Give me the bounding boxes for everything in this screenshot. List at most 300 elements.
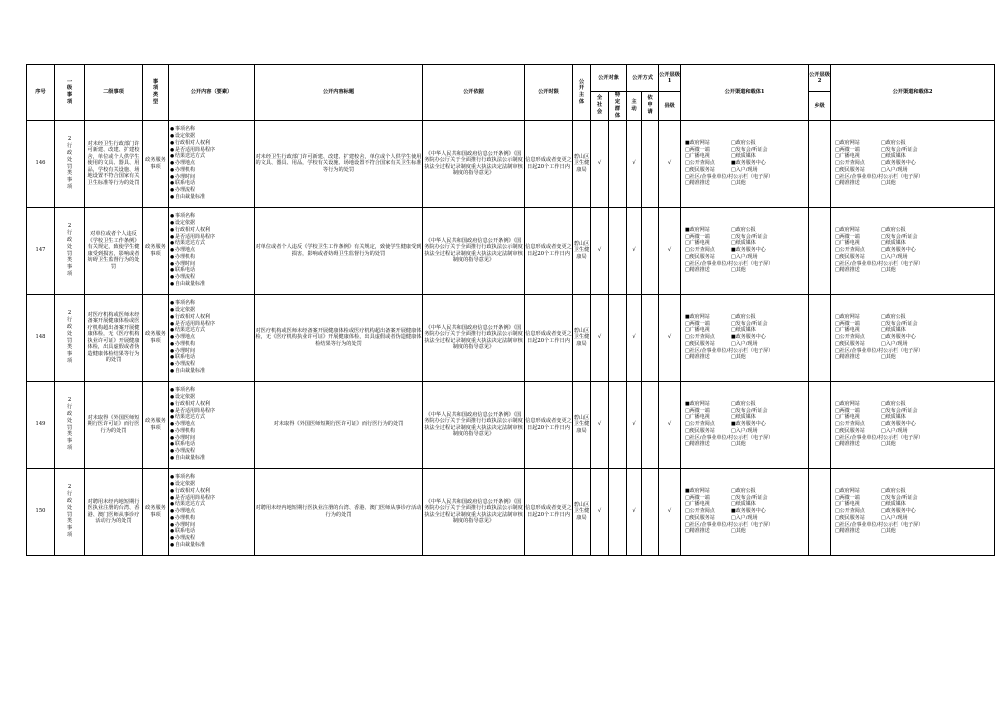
row-period-text: 信息形成或者变更之日起20个工作日内 [525,505,572,518]
channel-option: □纸质媒体 [881,501,906,508]
channel-option: □入户/现场 [881,340,908,347]
channel-option: □纸质媒体 [731,240,756,247]
channel-option: □入户/现场 [881,427,908,434]
element-item: ● 行政相对人权利 [170,140,254,147]
element-item: ● 结果送达方式 [170,327,254,334]
row-level2-text: 对未经卫生行政部门许可新建、改建、扩建校舍，单位或个人供学生使用的文具、器具、用品，学校有关设施、场地设置不符合国家有关卫生标准等行为的处罚 [87,140,140,186]
channel-option: □其他 [881,528,896,535]
row-level2-text: 对单位或者个人违反《学校卫生工作条例》有关规定，致使学生健康受到损害，影响或者妨碍卫生监督行为的处罚 [87,231,140,270]
row-basis-text: 《中华人民共和国政府信息公开条例》《国务院办公厅关于全面推行行政执法公示制度执法全过程记录制度重大执法决定法制审核制度的指导意见》 [424,324,523,350]
channel-option: □其他 [731,528,746,535]
channel-option: □公开查阅点 [685,247,715,254]
channel-option: □社区/企事业单位/村公示栏（电子屏） [685,260,774,267]
channel-option: □纸质媒体 [881,153,906,160]
table-row [27,294,995,381]
row-county-text: √ [667,247,672,254]
channel-option: □政府公报 [881,226,906,233]
header-level1: 一级事项 [55,65,85,121]
channel-option: □纸质媒体 [731,501,756,508]
channel-option: □发布会/听证会 [881,233,918,240]
cell-elements [169,207,255,294]
row-seq-text: 147 [35,247,46,254]
element-item: ● 行政相对人权利 [170,488,254,495]
element-item: ● 办理时间 [170,435,254,442]
channel-option: □精准推送 [835,528,860,535]
header-object: 公开对象 [591,65,627,92]
row-basis-text: 《中华人民共和国政府信息公开条例》《国务院办公厅关于全面推行行政执法公示制度执法全过程记录制度重大执法决定法制审核制度的指导意见》 [424,498,523,524]
row-level1-text: 2行政处罚类事项 [66,484,73,539]
row-seq-text: 146 [35,160,46,167]
cell-tier1-county [659,120,681,207]
header-tier2-township: 乡级 [809,92,831,121]
channel-option: □社区/企事业单位/村公示栏（电子屏） [835,260,924,267]
row-all-text: √ [597,508,602,515]
row-period-text: 信息形成或者变更之日起20个工作日内 [525,244,572,257]
elements-list [169,126,254,200]
header-title: 公开内容标题 [255,65,423,121]
cell-type [143,468,169,555]
cell-method-request [642,120,659,207]
channel-option: □公开查阅点 [835,247,865,254]
cell-level1 [55,120,85,207]
element-item: ● 联系电话 [170,354,254,361]
channel-option: □入户/现场 [731,514,758,521]
header-subject: 公开主体 [573,65,591,121]
channel-option: ■政务服务中心 [731,421,766,428]
channel-option: □政府公报 [731,226,756,233]
channel-option: □纸质媒体 [881,240,906,247]
row-active-text: √ [632,508,636,515]
table-row [27,207,995,294]
channel-option: □其他 [731,354,746,361]
row-all-text: √ [597,334,602,341]
element-item: ● 办理时间 [170,174,254,181]
element-item: ● 办理地点 [170,421,254,428]
row-basis-text: 《中华人民共和国政府信息公开条例》《国务院办公厅关于全面推行行政执法公示制度执法全过程记录制度重大执法决定法制审核制度的指导意见》 [424,150,523,176]
channel-option: □政府公报 [731,139,756,146]
channel-option: □发布会/听证会 [731,407,768,414]
channel-option: □政府网站 [835,139,860,146]
row-title-text: 对医疗机构或医师未经备案开展健康体检或医疗机构超出备案开展健康体检，无《医疗机构执业许可证》开展健康体检，出具虚假或者伪造健康体检结果等行为的处罚 [255,327,422,347]
channel-option: □精准推送 [685,354,710,361]
channel-option: □发布会/听证会 [881,407,918,414]
cell-method-active [627,120,642,207]
cell-title [255,120,423,207]
header-channel1: 公开渠道和载体1 [681,65,809,121]
channel-option: □社区/企事业单位/村公示栏（电子屏） [835,434,924,441]
channel-option: ■政府网站 [685,139,710,146]
cell-object-all [591,207,609,294]
channel-option: □社区/企事业单位/村公示栏（电子屏） [835,521,924,528]
channel-option: □其他 [731,441,746,448]
channel-option: □精准推送 [835,267,860,274]
channel-option: □精准推送 [835,441,860,448]
cell-method-active [627,381,642,468]
channel-option: □两微一端 [685,146,710,153]
cell-channel1 [681,294,809,381]
cell-level1 [55,207,85,294]
row-level1-text: 2行政处罚类事项 [66,136,73,191]
elements-list [169,213,254,287]
cell-level1 [55,294,85,381]
cell-type [143,207,169,294]
channel-option: □政府公报 [881,400,906,407]
cell-period [525,207,573,294]
cell-method-request [642,468,659,555]
table-row [27,381,995,468]
channel-option: □公开查阅点 [835,160,865,167]
channel-option: □便民服务站 [685,253,715,260]
header-basis: 公开依据 [423,65,525,121]
channel-option: □便民服务站 [835,253,865,260]
row-period-text: 信息形成或者变更之日起20个工作日内 [525,418,572,431]
channel-option: □其他 [881,267,896,274]
element-item: ● 结果送达方式 [170,414,254,421]
element-item: ● 自由裁量标准 [170,368,254,375]
element-item: ● 自由裁量标准 [170,455,254,462]
cell-channel2 [831,294,995,381]
cell-basis [423,468,525,555]
channel-option: □社区/企事业单位/村公示栏（电子屏） [685,347,774,354]
cell-subject [573,294,591,381]
cell-object-specific [609,468,627,555]
cell-title [255,294,423,381]
channel-option: □发布会/听证会 [881,320,918,327]
channel-option: □精准推送 [685,267,710,274]
cell-method-request [642,207,659,294]
channel2-list [831,314,994,361]
row-period-text: 信息形成或者变更之日起20个工作日内 [525,331,572,344]
element-item: ● 办理流程 [170,187,254,194]
channel-option: □广播电视 [835,240,860,247]
row-type-text: 政务服务事项 [145,505,166,518]
cell-level2 [85,207,143,294]
channel-option: □其他 [881,441,896,448]
table-row [27,120,995,207]
channel-option: □政府公报 [731,400,756,407]
row-all-text: √ [597,421,602,428]
channel-option: ■政府网站 [685,313,710,320]
channel1-list [681,314,808,361]
cell-period [525,468,573,555]
element-item: ● 办理时间 [170,522,254,529]
channel-option: ■政务服务中心 [731,247,766,254]
cell-channel1 [681,381,809,468]
element-item: ● 自由裁量标准 [170,194,254,201]
cell-tier1-county [659,207,681,294]
channel-option: □两微一端 [835,320,860,327]
channel-option: □广播电视 [685,153,710,160]
header-object-all: 全社会 [591,92,609,121]
cell-channel2 [831,381,995,468]
channel-option: □广播电视 [835,327,860,334]
channel-option: □入户/现场 [731,427,758,434]
row-level2-text: 对聘用未经内地短期行医执业注册的台湾、香港、澳门医师从事诊疗活动行为的处罚 [87,498,140,524]
channel-option: □两微一端 [685,494,710,501]
cell-channel2 [831,207,995,294]
element-item: ● 事项名称 [170,126,254,133]
channel-option: □政府网站 [835,313,860,320]
cell-seq [27,468,55,555]
row-type-text: 政务服务事项 [145,157,166,170]
channel-option: ■政府网站 [685,226,710,233]
cell-method-active [627,294,642,381]
row-basis-text: 《中华人民共和国政府信息公开条例》《国务院办公厅关于全面推行行政执法公示制度执法全过程记录制度重大执法决定法制审核制度的指导意见》 [424,411,523,437]
element-item: ● 自由裁量标准 [170,281,254,288]
channel-option: □政府公报 [881,313,906,320]
channel-option: □公开查阅点 [835,334,865,341]
cell-level1 [55,468,85,555]
row-level1-text: 2行政处罚类事项 [66,397,73,452]
channel-option: □入户/现场 [881,253,908,260]
channel-option: □纸质媒体 [881,414,906,421]
channel-option: □广播电视 [685,240,710,247]
element-item: ● 办理机构 [170,428,254,435]
row-active-text: √ [632,160,636,167]
element-item: ● 事项名称 [170,300,254,307]
header-channel2: 公开渠道和载体2 [831,65,995,121]
row-type-text: 政务服务事项 [145,418,166,431]
element-item: ● 设定依据 [170,220,254,227]
channel-option: □发布会/听证会 [881,146,918,153]
element-item: ● 办理流程 [170,448,254,455]
header-type: 事项类型 [143,65,169,121]
cell-channel1 [681,207,809,294]
element-item: ● 结果送达方式 [170,153,254,160]
element-item: ● 办理流程 [170,274,254,281]
header-tier2: 公开层级2 [809,65,831,92]
channel-option: □精准推送 [685,180,710,187]
row-seq-text: 150 [35,508,46,515]
cell-tier2-township [809,294,831,381]
element-item: ● 办理地点 [170,247,254,254]
channel-option: □便民服务站 [685,427,715,434]
row-level1-text: 2行政处罚类事项 [66,310,73,365]
header-level2: 二级事项 [85,65,143,121]
channel-option: □发布会/听证会 [881,494,918,501]
header-elements: 公开内容（要素） [169,65,255,121]
cell-object-specific [609,207,627,294]
channel-option: □广播电视 [685,501,710,508]
row-level1-text: 2行政处罚类事项 [66,223,73,278]
channel-option: ■政府网站 [685,487,710,494]
channel-option: □发布会/听证会 [731,320,768,327]
elements-list [169,387,254,461]
channel-option: □其他 [731,267,746,274]
cell-tier1-county [659,468,681,555]
element-item: ● 是否适用简易程序 [170,321,254,328]
cell-level2 [85,381,143,468]
cell-seq [27,120,55,207]
channel-option: □发布会/听证会 [731,146,768,153]
table-row [27,468,995,555]
cell-level1 [55,381,85,468]
channel-option: □其他 [881,180,896,187]
channel2-list [831,140,994,187]
cell-type [143,294,169,381]
cell-seq [27,207,55,294]
element-item: ● 结果送达方式 [170,501,254,508]
row-title-text: 对未经卫生行政部门许可新建、改建、扩建校舍，单位或个人供学生使用的文具、器具、用品，学校有关设施、场地设置不符合国家有关卫生标准等行为的处罚 [255,153,422,173]
cell-object-all [591,294,609,381]
channel-option: ■政务服务中心 [731,160,766,167]
channel-option: □社区/企事业单位/村公示栏（电子屏） [835,347,924,354]
channel1-list [681,488,808,535]
element-item: ● 联系电话 [170,528,254,535]
channel-option: □便民服务站 [835,340,865,347]
channel-option: □公开查阅点 [685,160,715,167]
channel-option: □入户/现场 [731,253,758,260]
cell-tier2-township [809,120,831,207]
element-item: ● 自由裁量标准 [170,542,254,549]
element-item: ● 办理机构 [170,515,254,522]
channel-option: □发布会/听证会 [731,233,768,240]
channel-option: □两微一端 [685,407,710,414]
table-body [27,120,995,555]
channel-option: □社区/企事业单位/村公示栏（电子屏） [685,434,774,441]
channel-option: □精准推送 [685,441,710,448]
channel-option: □政务服务中心 [881,508,916,515]
row-basis-text: 《中华人民共和国政府信息公开条例》《国务院办公厅关于全面推行行政执法公示制度执法全过程记录制度重大执法决定法制审核制度的指导意见》 [424,237,523,263]
channel-option: □公开查阅点 [685,334,715,341]
header-seq: 序号 [27,65,55,121]
element-item: ● 行政相对人权利 [170,227,254,234]
cell-method-active [627,468,642,555]
row-all-text: √ [597,160,602,167]
cell-subject [573,381,591,468]
cell-type [143,381,169,468]
element-item: ● 是否适用简易程序 [170,408,254,415]
channel2-list [831,401,994,448]
channel-option: □精准推送 [685,528,710,535]
channel-option: □其他 [881,354,896,361]
cell-channel1 [681,120,809,207]
channel-option: □公开查阅点 [835,421,865,428]
cell-title [255,381,423,468]
cell-object-all [591,468,609,555]
cell-seq [27,294,55,381]
row-county-text: √ [667,421,672,428]
row-type-text: 政务服务事项 [145,331,166,344]
channel-option: □两微一端 [835,494,860,501]
channel-option: □其他 [731,180,746,187]
cell-subject [573,468,591,555]
cell-object-all [591,381,609,468]
row-period-text: 信息形成或者变更之日起20个工作日内 [525,157,572,170]
channel2-list [831,488,994,535]
row-active-text: √ [632,421,636,428]
cell-period [525,120,573,207]
row-active-text: √ [632,334,636,341]
element-item: ● 是否适用简易程序 [170,234,254,241]
channel-option: □政府公报 [731,487,756,494]
cell-elements [169,294,255,381]
channel-option: □社区/企事业单位/村公示栏（电子屏） [685,521,774,528]
row-county-text: √ [667,508,672,515]
cell-seq [27,381,55,468]
cell-subject [573,207,591,294]
header-tier1-county: 县级 [659,92,681,121]
cell-tier2-township [809,207,831,294]
channel-option: □便民服务站 [685,340,715,347]
element-item: ● 设定依据 [170,394,254,401]
cell-channel2 [831,468,995,555]
disclosure-table [26,64,995,556]
row-subject-text: 碧山区卫生健康局 [573,153,590,173]
cell-object-specific [609,381,627,468]
row-subject-text: 碧山区卫生健康局 [573,240,590,260]
element-item: ● 办理地点 [170,160,254,167]
row-title-text: 对聘用未经内地短期行医执业注册的台湾、香港、澳门医师从事诊疗活动行为的处罚 [255,505,422,518]
elements-list [169,300,254,374]
channel-option: □政府网站 [835,400,860,407]
channel-option: □广播电视 [835,501,860,508]
row-seq-text: 149 [35,421,46,428]
channel-option: □政府公报 [881,139,906,146]
cell-object-specific [609,120,627,207]
cell-level2 [85,120,143,207]
channel-option: □广播电视 [685,327,710,334]
channel-option: □入户/现场 [881,166,908,173]
row-title-text: 对单位或者个人违反《学校卫生工作条例》有关规定，致使学生健康受到损害，影响或者妨碍卫生监督行为的处罚 [255,244,422,257]
cell-object-specific [609,294,627,381]
element-item: ● 联系电话 [170,441,254,448]
channel-option: □广播电视 [835,414,860,421]
row-county-text: √ [667,334,672,341]
element-item: ● 办理时间 [170,348,254,355]
channel-option: □两微一端 [685,233,710,240]
cell-tier2-township [809,381,831,468]
cell-subject [573,120,591,207]
channel-option: □公开查阅点 [685,421,715,428]
cell-tier2-township [809,468,831,555]
channel-option: □入户/现场 [731,340,758,347]
cell-method-active [627,207,642,294]
cell-elements [169,120,255,207]
channel-option: □政务服务中心 [881,247,916,254]
element-item: ● 是否适用简易程序 [170,147,254,154]
channel-option: □广播电视 [685,414,710,421]
channel1-list [681,227,808,274]
element-item: ● 设定依据 [170,481,254,488]
cell-method-request [642,294,659,381]
header-row-1 [27,65,995,92]
row-subject-text: 碧山区卫生健康局 [573,327,590,347]
channel-option: □政府公报 [731,313,756,320]
channel-option: □便民服务站 [685,166,715,173]
cell-basis [423,294,525,381]
channel-option: □便民服务站 [835,427,865,434]
cell-basis [423,120,525,207]
channel1-list [681,401,808,448]
channel-option: □政务服务中心 [881,160,916,167]
element-item: ● 事项名称 [170,474,254,481]
channel-option: □纸质媒体 [731,414,756,421]
element-item: ● 办理流程 [170,535,254,542]
header-period: 公开时限 [525,65,573,121]
element-item: ● 行政相对人权利 [170,314,254,321]
channel-option: □社区/企事业单位/村公示栏（电子屏） [835,173,924,180]
channel-option: ■政务服务中心 [731,334,766,341]
row-seq-text: 148 [35,334,46,341]
cell-basis [423,381,525,468]
element-item: ● 行政相对人权利 [170,401,254,408]
channel-option: □政务服务中心 [881,421,916,428]
channel-option: ■政府网站 [685,400,710,407]
channel-option: □两微一端 [835,233,860,240]
header-tier1: 公开层级1 [659,65,681,92]
cell-title [255,207,423,294]
